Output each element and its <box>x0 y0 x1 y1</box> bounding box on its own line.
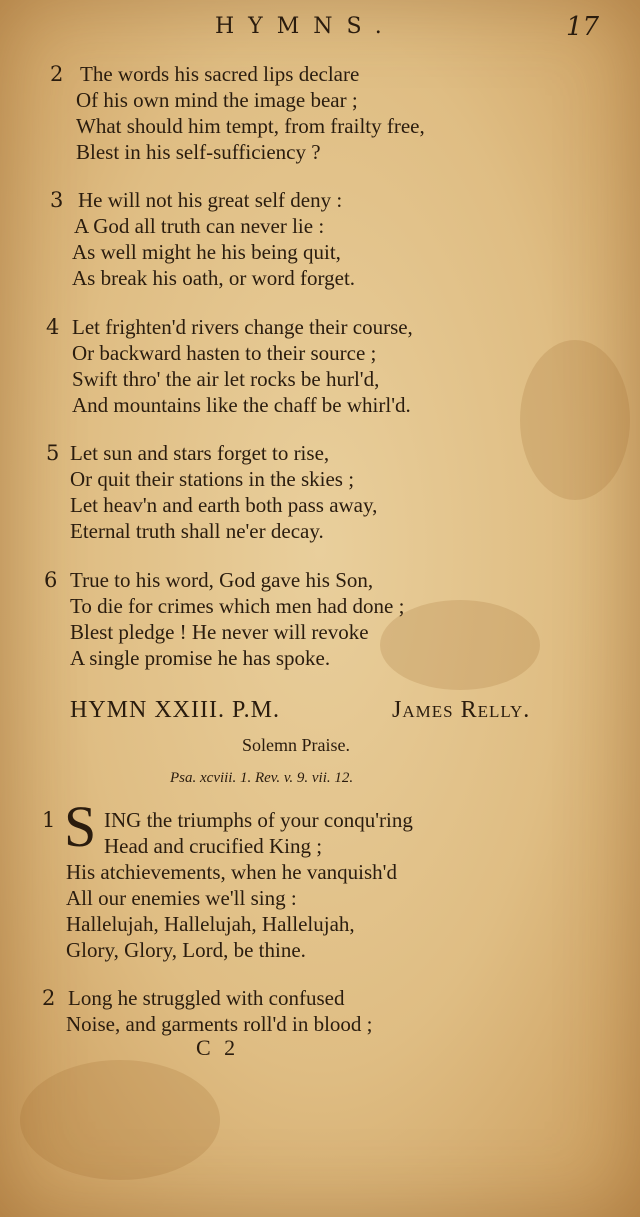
verse-line: The words his sacred lips declare <box>80 62 360 86</box>
verse-line: A single promise he has spoke. <box>70 646 331 670</box>
verse-line: As break his oath, or word forget. <box>72 266 356 290</box>
verse-line: True to his word, God gave his Son, <box>70 568 374 592</box>
stanza-number: 2 <box>42 986 56 1010</box>
stanza-number: 1 <box>42 808 56 832</box>
hymn-number: HYMN XXIII. P.M. <box>70 697 281 723</box>
verse-line: And mountains like the chaff be whirl'd. <box>72 393 411 417</box>
running-head: HYMNS. <box>215 14 396 39</box>
verse-line: He will not his great self deny : <box>78 188 343 212</box>
paper-stain <box>20 1060 220 1180</box>
hymn-title <box>70 697 531 724</box>
verse-line: Blest in his self-sufficiency ? <box>76 140 321 164</box>
verse-line: To die for crimes which men had done ; <box>70 594 405 618</box>
scripture-reference: Psa. xcviii. 1. Rev. v. 9. vii. 12. <box>170 770 354 786</box>
verse-line: Eternal truth shall ne'er decay. <box>70 519 324 543</box>
hymn-subtitle: Solemn Praise. <box>242 735 350 755</box>
verse-line: Let sun and stars forget to rise, <box>70 441 330 465</box>
verse-line: His atchievements, when he vanquish'd <box>66 860 397 884</box>
verse-line: Of his own mind the image bear ; <box>76 88 358 112</box>
verse-line: Swift thro' the air let rocks be hurl'd, <box>72 367 380 391</box>
verse-line: Let frighten'd rivers change their course, <box>72 315 413 339</box>
verse-line: Hallelujah, Hallelujah, Hallelujah, <box>66 912 355 936</box>
verse-line: Noise, and garments roll'd in blood ; <box>66 1012 373 1036</box>
verse-line: As well might he his being quit, <box>72 240 341 264</box>
verse-line: ING the triumphs of your conqu'ring <box>104 808 413 832</box>
stanza-number: 6 <box>44 568 58 592</box>
verse-line: Long he struggled with confused <box>68 986 345 1010</box>
signature-mark: C 2 <box>196 1035 240 1060</box>
verse-line: Glory, Glory, Lord, be thine. <box>66 938 306 962</box>
stanza-number: 2 <box>50 62 64 86</box>
hymn-author: James Relly. <box>392 697 531 723</box>
verse-line: Or backward hasten to their source ; <box>72 341 377 365</box>
verse-line: Let heav'n and earth both pass away, <box>70 493 378 517</box>
paper-stain <box>520 340 630 500</box>
verse-line: Or quit their stations in the skies ; <box>70 467 355 491</box>
verse-line: Head and crucified King ; <box>104 834 323 858</box>
stanza-number: 5 <box>46 441 60 465</box>
verse-line: What should him tempt, from frailty free, <box>76 114 425 138</box>
stanza-number: 4 <box>46 315 60 339</box>
stanza-number: 3 <box>50 188 64 212</box>
verse-line: A God all truth can never lie : <box>74 214 325 238</box>
verse-line: All our enemies we'll sing : <box>66 886 297 910</box>
verse-line: Blest pledge ! He never will revoke <box>70 620 369 644</box>
page-number: 17 <box>566 12 600 42</box>
drop-cap: S <box>64 794 97 859</box>
